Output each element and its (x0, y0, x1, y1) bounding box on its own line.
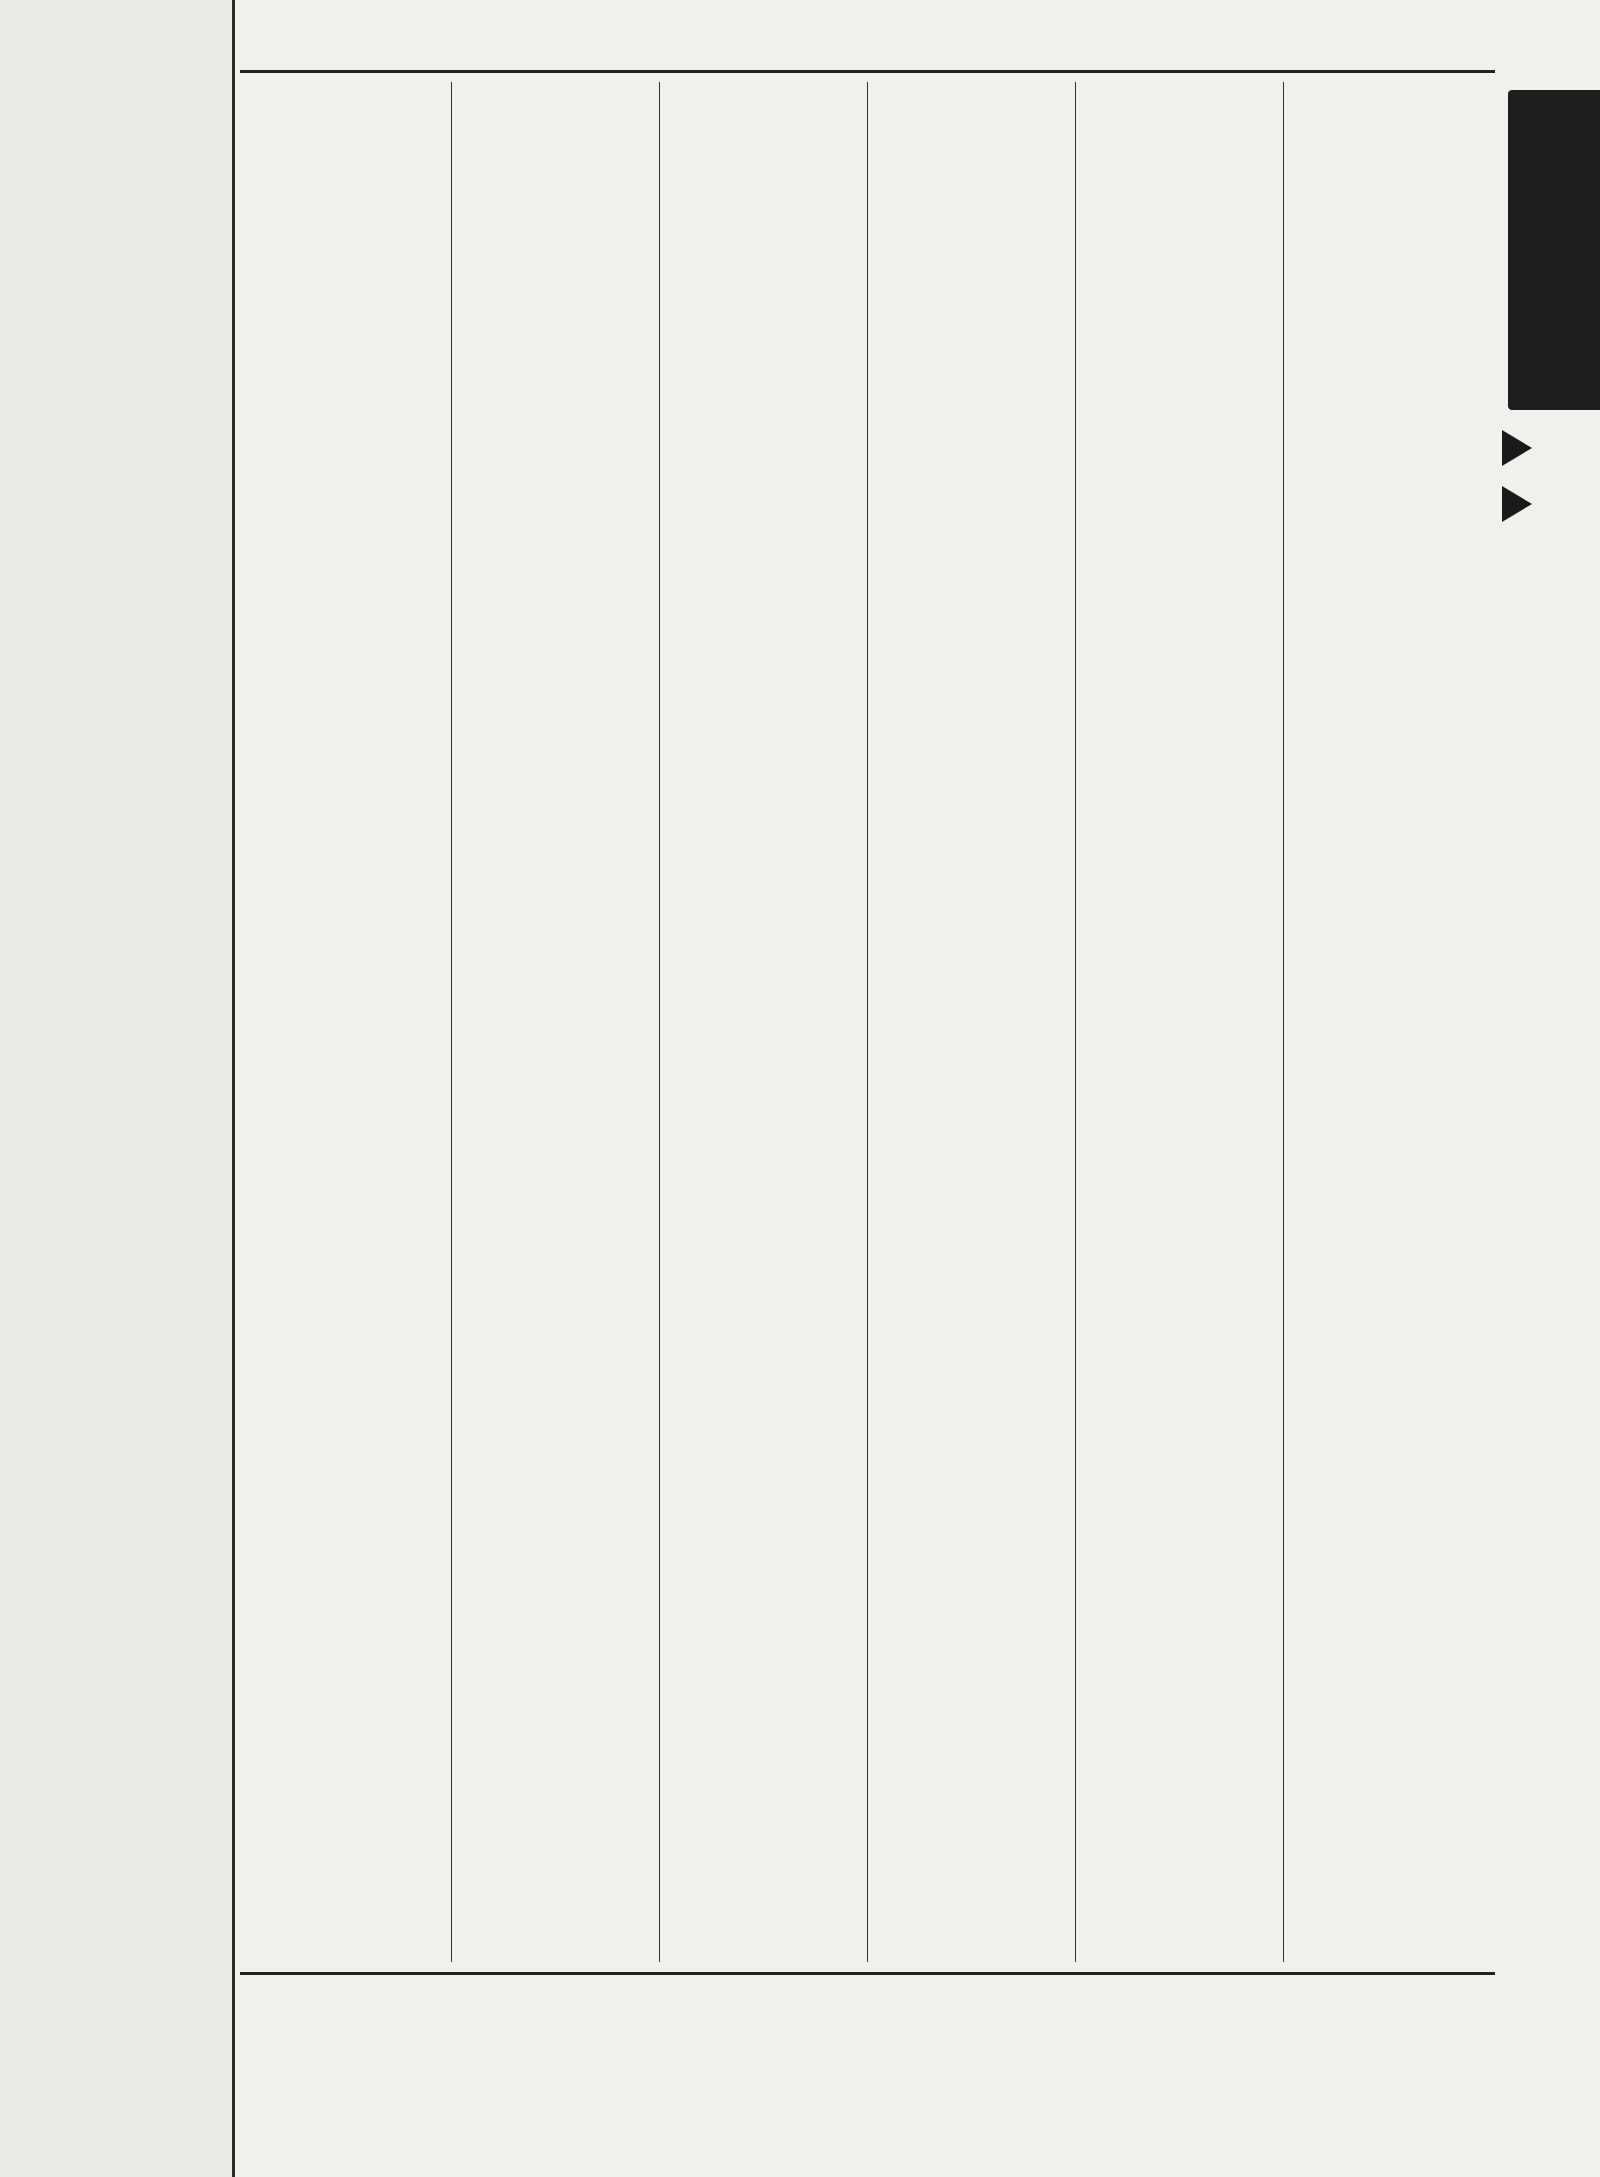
directory-columns (244, 82, 1494, 1962)
previous-page-entry (0, 1690, 232, 1712)
right-margin (1500, 60, 1600, 1960)
previous-page-entry (0, 1470, 232, 1492)
previous-page-entry (0, 1624, 232, 1646)
previous-page-entry (0, 2108, 232, 2130)
previous-page-entry (0, 1074, 232, 1096)
previous-page-entry (0, 1536, 232, 1558)
previous-page-entry (0, 524, 232, 546)
previous-page-entry (0, 546, 232, 568)
previous-page-entry (0, 1800, 232, 1822)
previous-page-entry (0, 1052, 232, 1074)
previous-page-entry (0, 216, 232, 238)
previous-page-entry (0, 1184, 232, 1206)
previous-page-entry (0, 1844, 232, 1866)
previous-page-entry (0, 392, 232, 414)
previous-page-entry (0, 172, 232, 194)
previous-page-entry (0, 634, 232, 656)
previous-page-entry (0, 1866, 232, 1888)
previous-page-entry (0, 1998, 232, 2020)
previous-page-entry (0, 1360, 232, 1382)
previous-page-entry (0, 700, 232, 722)
bottom-advertisement (240, 1972, 1495, 2085)
previous-page-entry (0, 986, 232, 1008)
previous-page-entry (0, 656, 232, 678)
previous-page-listing (0, 84, 232, 2177)
previous-page-entry (0, 1514, 232, 1536)
previous-page-entry (0, 414, 232, 436)
previous-page-entry (0, 502, 232, 524)
previous-page-entry (0, 84, 232, 106)
previous-page-entry (0, 2042, 232, 2064)
previous-page-entry (0, 128, 232, 150)
previous-page-entry (0, 2130, 232, 2152)
previous-page-entry (0, 1778, 232, 1800)
previous-page-entry (0, 788, 232, 810)
previous-page-entry (0, 1888, 232, 1910)
previous-page-entry (0, 1492, 232, 1514)
previous-page-entry (0, 942, 232, 964)
previous-page-entry (0, 832, 232, 854)
triangle-logo-icon (1502, 486, 1532, 522)
previous-page-entry (0, 1272, 232, 1294)
previous-page-entry (0, 2020, 232, 2042)
previous-page-entry (0, 1712, 232, 1734)
previous-page-entry (0, 1382, 232, 1404)
previous-page-entry (0, 194, 232, 216)
previous-page-entry (0, 304, 232, 326)
previous-page-entry (0, 348, 232, 370)
previous-page-entry (0, 678, 232, 700)
directory-column-5 (1076, 82, 1284, 1962)
previous-page-entry (0, 964, 232, 986)
previous-page-entry (0, 1294, 232, 1316)
previous-page-entry (0, 1140, 232, 1162)
previous-page-entry (0, 458, 232, 480)
previous-page-entry (0, 282, 232, 304)
previous-page-entry (0, 2086, 232, 2108)
directory-column-6 (1284, 82, 1492, 1962)
previous-page-entry (0, 590, 232, 612)
previous-page-entry (0, 1756, 232, 1778)
previous-page-entry (0, 106, 232, 128)
previous-page-entry (0, 1646, 232, 1668)
previous-page-entry (0, 1558, 232, 1580)
previous-page-entry (0, 1668, 232, 1690)
previous-page-entry (0, 326, 232, 348)
previous-page-entry (0, 1954, 232, 1976)
previous-page-entry (0, 1602, 232, 1624)
previous-page-entry (0, 1228, 232, 1250)
previous-page-entry (0, 1030, 232, 1052)
previous-page-entry (0, 2064, 232, 2086)
previous-page-entry (0, 370, 232, 392)
previous-page-entry (0, 1206, 232, 1228)
previous-page-edge (0, 0, 235, 2177)
previous-page-entry (0, 150, 232, 172)
previous-page-entry (0, 1448, 232, 1470)
previous-page-entry (0, 1822, 232, 1844)
previous-page-entry (0, 810, 232, 832)
previous-page-entry (0, 612, 232, 634)
previous-page-entry (0, 480, 232, 502)
previous-page-entry (0, 744, 232, 766)
previous-page-entry (0, 1250, 232, 1272)
previous-page-entry (0, 238, 232, 260)
previous-page-entry (0, 2152, 232, 2174)
previous-page-entry (0, 1580, 232, 1602)
previous-page-entry (0, 568, 232, 590)
previous-page-entry (0, 876, 232, 898)
directory-column-2 (452, 82, 660, 1962)
directory-column-3 (660, 82, 868, 1962)
directory-column-1 (244, 82, 452, 1962)
previous-page-entry (0, 1096, 232, 1118)
previous-page-entry (0, 1118, 232, 1140)
previous-page-entry (0, 1404, 232, 1426)
previous-page-entry (0, 1976, 232, 1998)
previous-page-entry (0, 1932, 232, 1954)
previous-page-entry (0, 766, 232, 788)
previous-page-entry (0, 1008, 232, 1030)
previous-page-entry (0, 436, 232, 458)
vertical-advertisement (1492, 420, 1552, 1940)
previous-page-entry (0, 1734, 232, 1756)
page-header (240, 18, 1495, 73)
previous-page-entry (0, 722, 232, 744)
previous-page-entry (0, 920, 232, 942)
city-thumb-tab (1508, 90, 1600, 410)
previous-page-entry (0, 854, 232, 876)
previous-page-entry (0, 1316, 232, 1338)
previous-page-entry (0, 1910, 232, 1932)
previous-page-entry (0, 898, 232, 920)
directory-column-4 (868, 82, 1076, 1962)
previous-page-entry (0, 1426, 232, 1448)
triangle-logo-icon (1502, 430, 1532, 466)
previous-page-entry (0, 1162, 232, 1184)
previous-page-entry (0, 260, 232, 282)
previous-page-entry (0, 1338, 232, 1360)
